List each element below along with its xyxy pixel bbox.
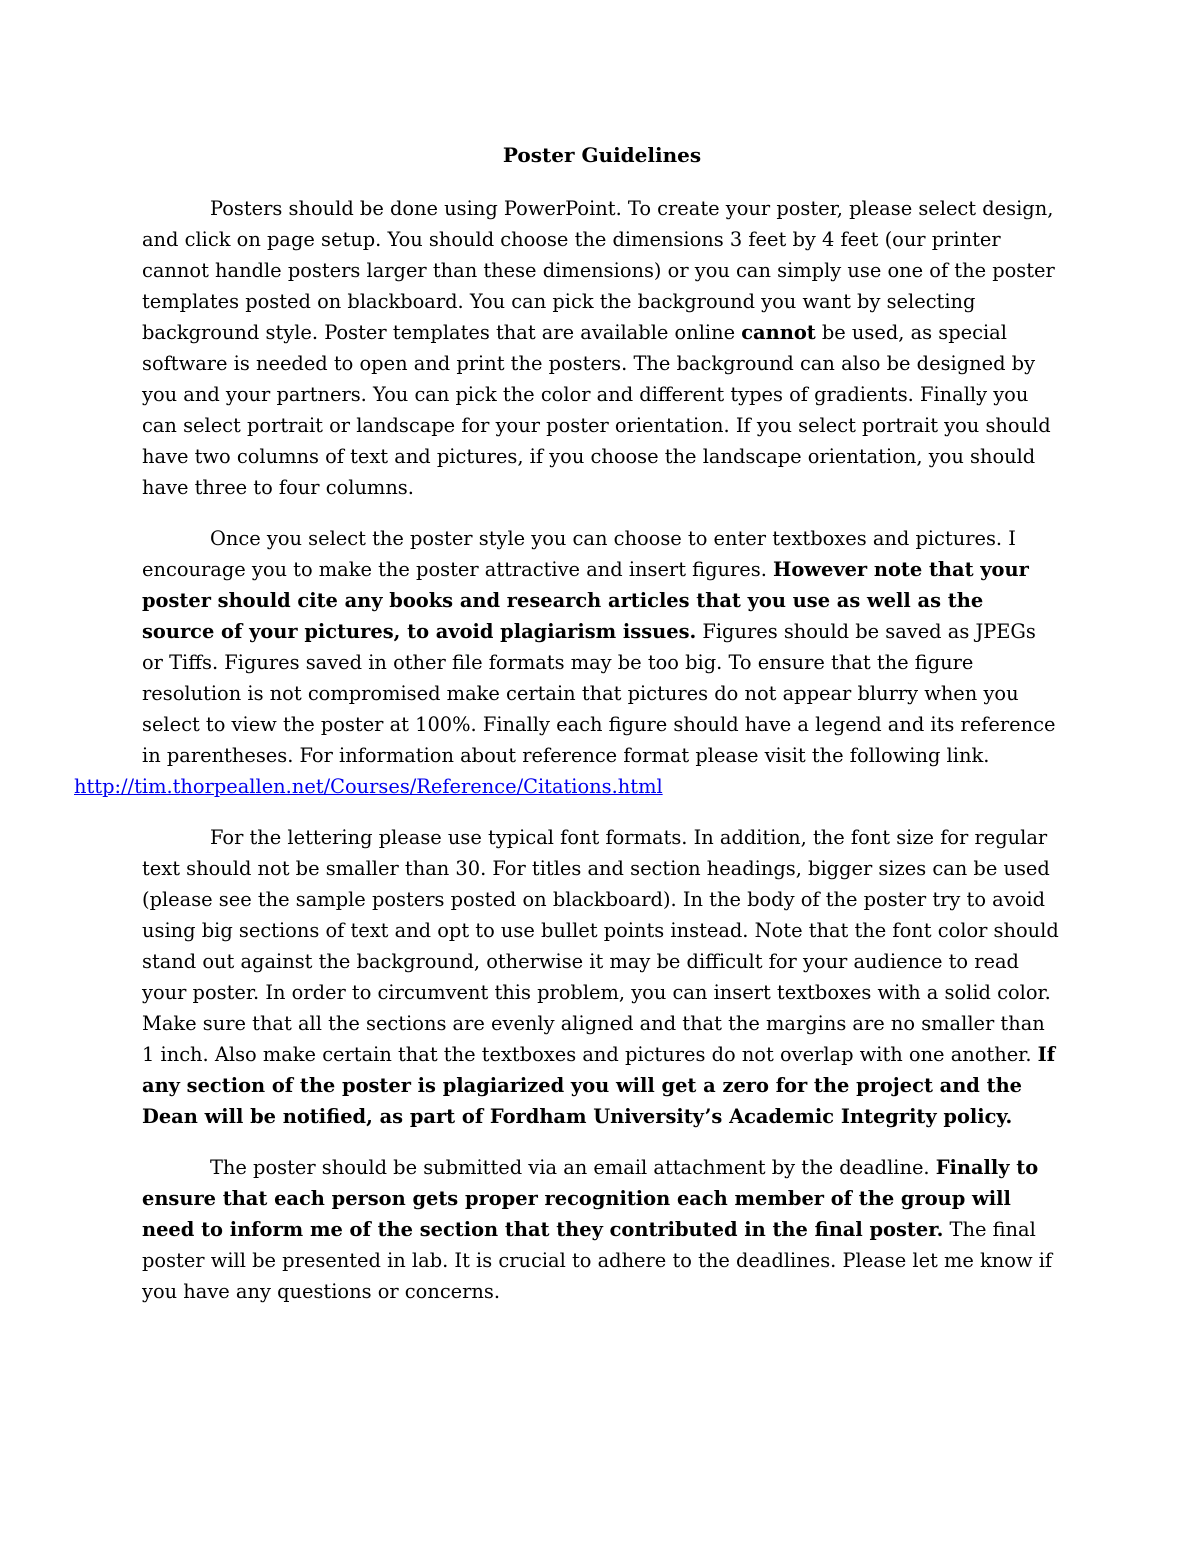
emphasis-contribution-note: Finally to ensure that each person gets proper recognition each member of the group will need to inform me of the section that they contributed in the final poster.	[142, 1156, 1039, 1241]
paragraph-text: Once you select the poster style you can choose to enter textboxes and pictures. I encourage you to make the poster attractive and insert figures.	[142, 527, 1016, 581]
emphasis-plagiarism-warning: If any section of the poster is plagiarized you will get a zero for the project and the Dean will be notified, as part of Fordham University’s Academic Integrity policy.	[142, 1043, 1056, 1128]
paragraph-figures	[74, 523, 1062, 802]
paragraph-lettering	[142, 822, 1062, 1132]
paragraph-text: For the lettering please use typical font formats. In addition, the font size for regular text should not be smaller than 30. For titles and section headings, bigger sizes can be used (please see the sample posters posted on blackboard). In the body of the poster try to avoid using big sections of text and opt to use bullet points instead. Note that the font color should stand out against the background, otherwise it may be difficult for your audience to read your poster. In order to circumvent this problem, you can insert textboxes with a solid color. Make sure that all the sections are evenly aligned and that the margins are no smaller than 1 inch. Also make certain that the textboxes and pictures do not overlap with one another.	[142, 826, 1059, 1066]
emphasis-citation-warning: However note that your poster should cite any books and research articles that you use as well as the source of your pictures, to avoid plagiarism issues.	[142, 558, 1029, 643]
citations-link[interactable]: http://tim.thorpeallen.net/Courses/Reference/Citations.html	[74, 775, 663, 798]
emphasis-cannot: cannot	[741, 321, 816, 344]
paragraph-poster-setup	[142, 193, 1062, 503]
paragraph-text: be used, as special software is needed to open and print the posters. The background can also be designed by you and your partners. You can pick the color and different types of gradients. Finally you can select portrait or landscape for your poster orientation. If you select portrait you should have two columns of text and pictures, if you choose the landscape orientation, you should have three to four columns.	[142, 321, 1051, 499]
paragraph-text: Figures should be saved as JPEGs or Tiffs. Figures saved in other file formats may be too big. To ensure that the figure resolution is not compromised make certain that pictures do not appear blurry when you select to view the poster at 100%. Finally each figure should have a legend and its reference in parentheses. For information about reference format please visit the following link.	[142, 620, 1056, 767]
paragraph-text: The final poster will be presented in lab. It is crucial to adhere to the deadlines. Please let me know if you have any questions or concerns.	[142, 1218, 1053, 1303]
document-page	[74, 140, 1062, 1327]
document-title: Poster Guidelines	[502, 143, 702, 167]
paragraph-submission	[142, 1152, 1062, 1307]
paragraph-text: The poster should be submitted via an email attachment by the deadline.	[210, 1156, 936, 1179]
paragraph-text: Posters should be done using PowerPoint. To create your poster, please select design, and click on page setup. You should choose the dimensions 3 feet by 4 feet (our printer cannot handle posters larger than these dimensions) or you can simply use one of the poster templates posted on blackboard. You can pick the background you want by selecting background style. Poster templates that are available online	[142, 197, 1055, 344]
